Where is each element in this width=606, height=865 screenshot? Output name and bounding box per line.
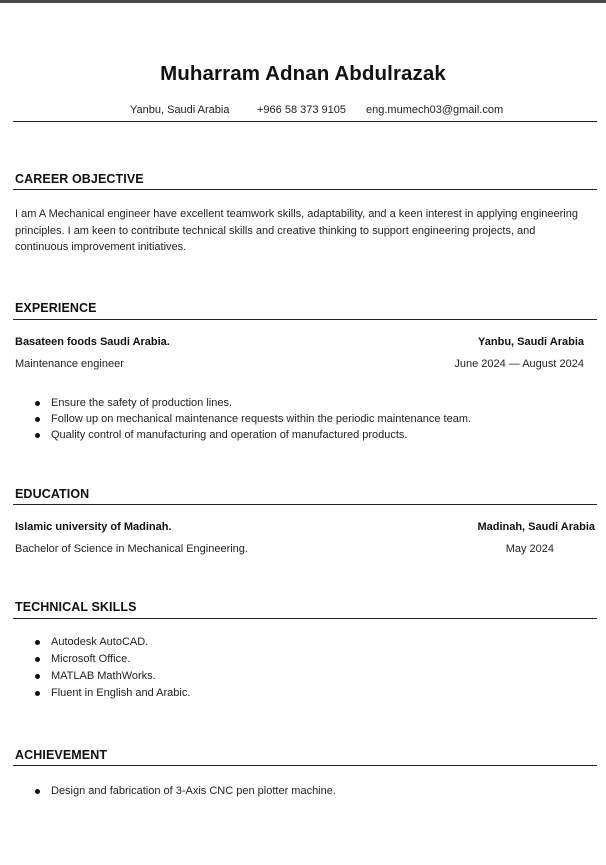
list-item: MATLAB MathWorks. <box>0 668 190 685</box>
bullet-icon <box>35 657 40 662</box>
header-divider <box>13 121 597 122</box>
bullet-icon <box>35 674 40 679</box>
career-objective-divider <box>13 189 597 190</box>
experience-bullet-list <box>0 395 471 443</box>
technical-skills-list <box>0 634 190 702</box>
experience-location: Yanbu, Saudi Arabia <box>478 336 584 348</box>
technical-skills-divider <box>13 618 597 619</box>
career-objective-line: continuous improvement initiatives. <box>15 241 187 253</box>
bullet-icon <box>35 789 40 794</box>
contact-phone: +966 58 373 9105 <box>257 104 347 116</box>
contact-email[interactable]: eng.mumech03@gmail.com <box>366 104 504 116</box>
career-objective-text <box>15 206 595 256</box>
candidate-name: Muharram Adnan Abdulrazak <box>160 62 446 85</box>
experience-dates: June 2024 — August 2024 <box>454 358 584 370</box>
bullet-icon <box>35 417 40 422</box>
achievement-divider <box>13 765 597 766</box>
bullet-icon <box>35 691 40 696</box>
education-school: Islamic university of Madinah. <box>15 521 172 533</box>
technical-skills-heading: TECHNICAL SKILLS <box>15 600 137 614</box>
education-divider <box>13 504 597 505</box>
education-date: May 2024 <box>505 543 554 555</box>
list-item: Design and fabrication of 3-Axis CNC pen plotter machine. <box>0 783 336 799</box>
list-item: Ensure the safety of production lines. <box>0 395 471 411</box>
education-heading: EDUCATION <box>15 487 90 501</box>
bullet-icon <box>35 640 40 645</box>
contact-location: Yanbu, Saudi Arabia <box>130 104 230 116</box>
list-item: Autodesk AutoCAD. <box>0 634 190 651</box>
education-location: Madinah, Saudi Arabia <box>477 521 595 533</box>
list-item: Follow up on mechanical maintenance requests within the periodic maintenance team. <box>0 411 471 427</box>
list-item: Microsoft Office. <box>0 651 190 668</box>
bullet-icon <box>35 433 40 438</box>
experience-role: Maintenance engineer <box>15 358 124 370</box>
achievement-heading: ACHIEVEMENT <box>15 748 108 762</box>
career-objective-line: I am A Mechanical engineer have excellent teamwork skills, adaptability, and a keen interest in applying engineering <box>15 208 578 220</box>
list-item: Quality control of manufacturing and operation of manufactured products. <box>0 427 471 443</box>
experience-divider <box>13 319 597 320</box>
career-objective-heading: CAREER OBJECTIVE <box>15 172 144 186</box>
achievement-list <box>0 783 336 799</box>
career-objective-line: principles. I am keen to contribute technical skills and creative thinking to support engineering projects, and <box>15 224 536 237</box>
experience-heading: EXPERIENCE <box>15 301 97 315</box>
bullet-icon <box>35 401 40 406</box>
education-degree: Bachelor of Science in Mechanical Engineering. <box>15 543 248 555</box>
experience-company: Basateen foods Saudi Arabia. <box>15 336 170 348</box>
list-item: Fluent in English and Arabic. <box>0 685 190 702</box>
